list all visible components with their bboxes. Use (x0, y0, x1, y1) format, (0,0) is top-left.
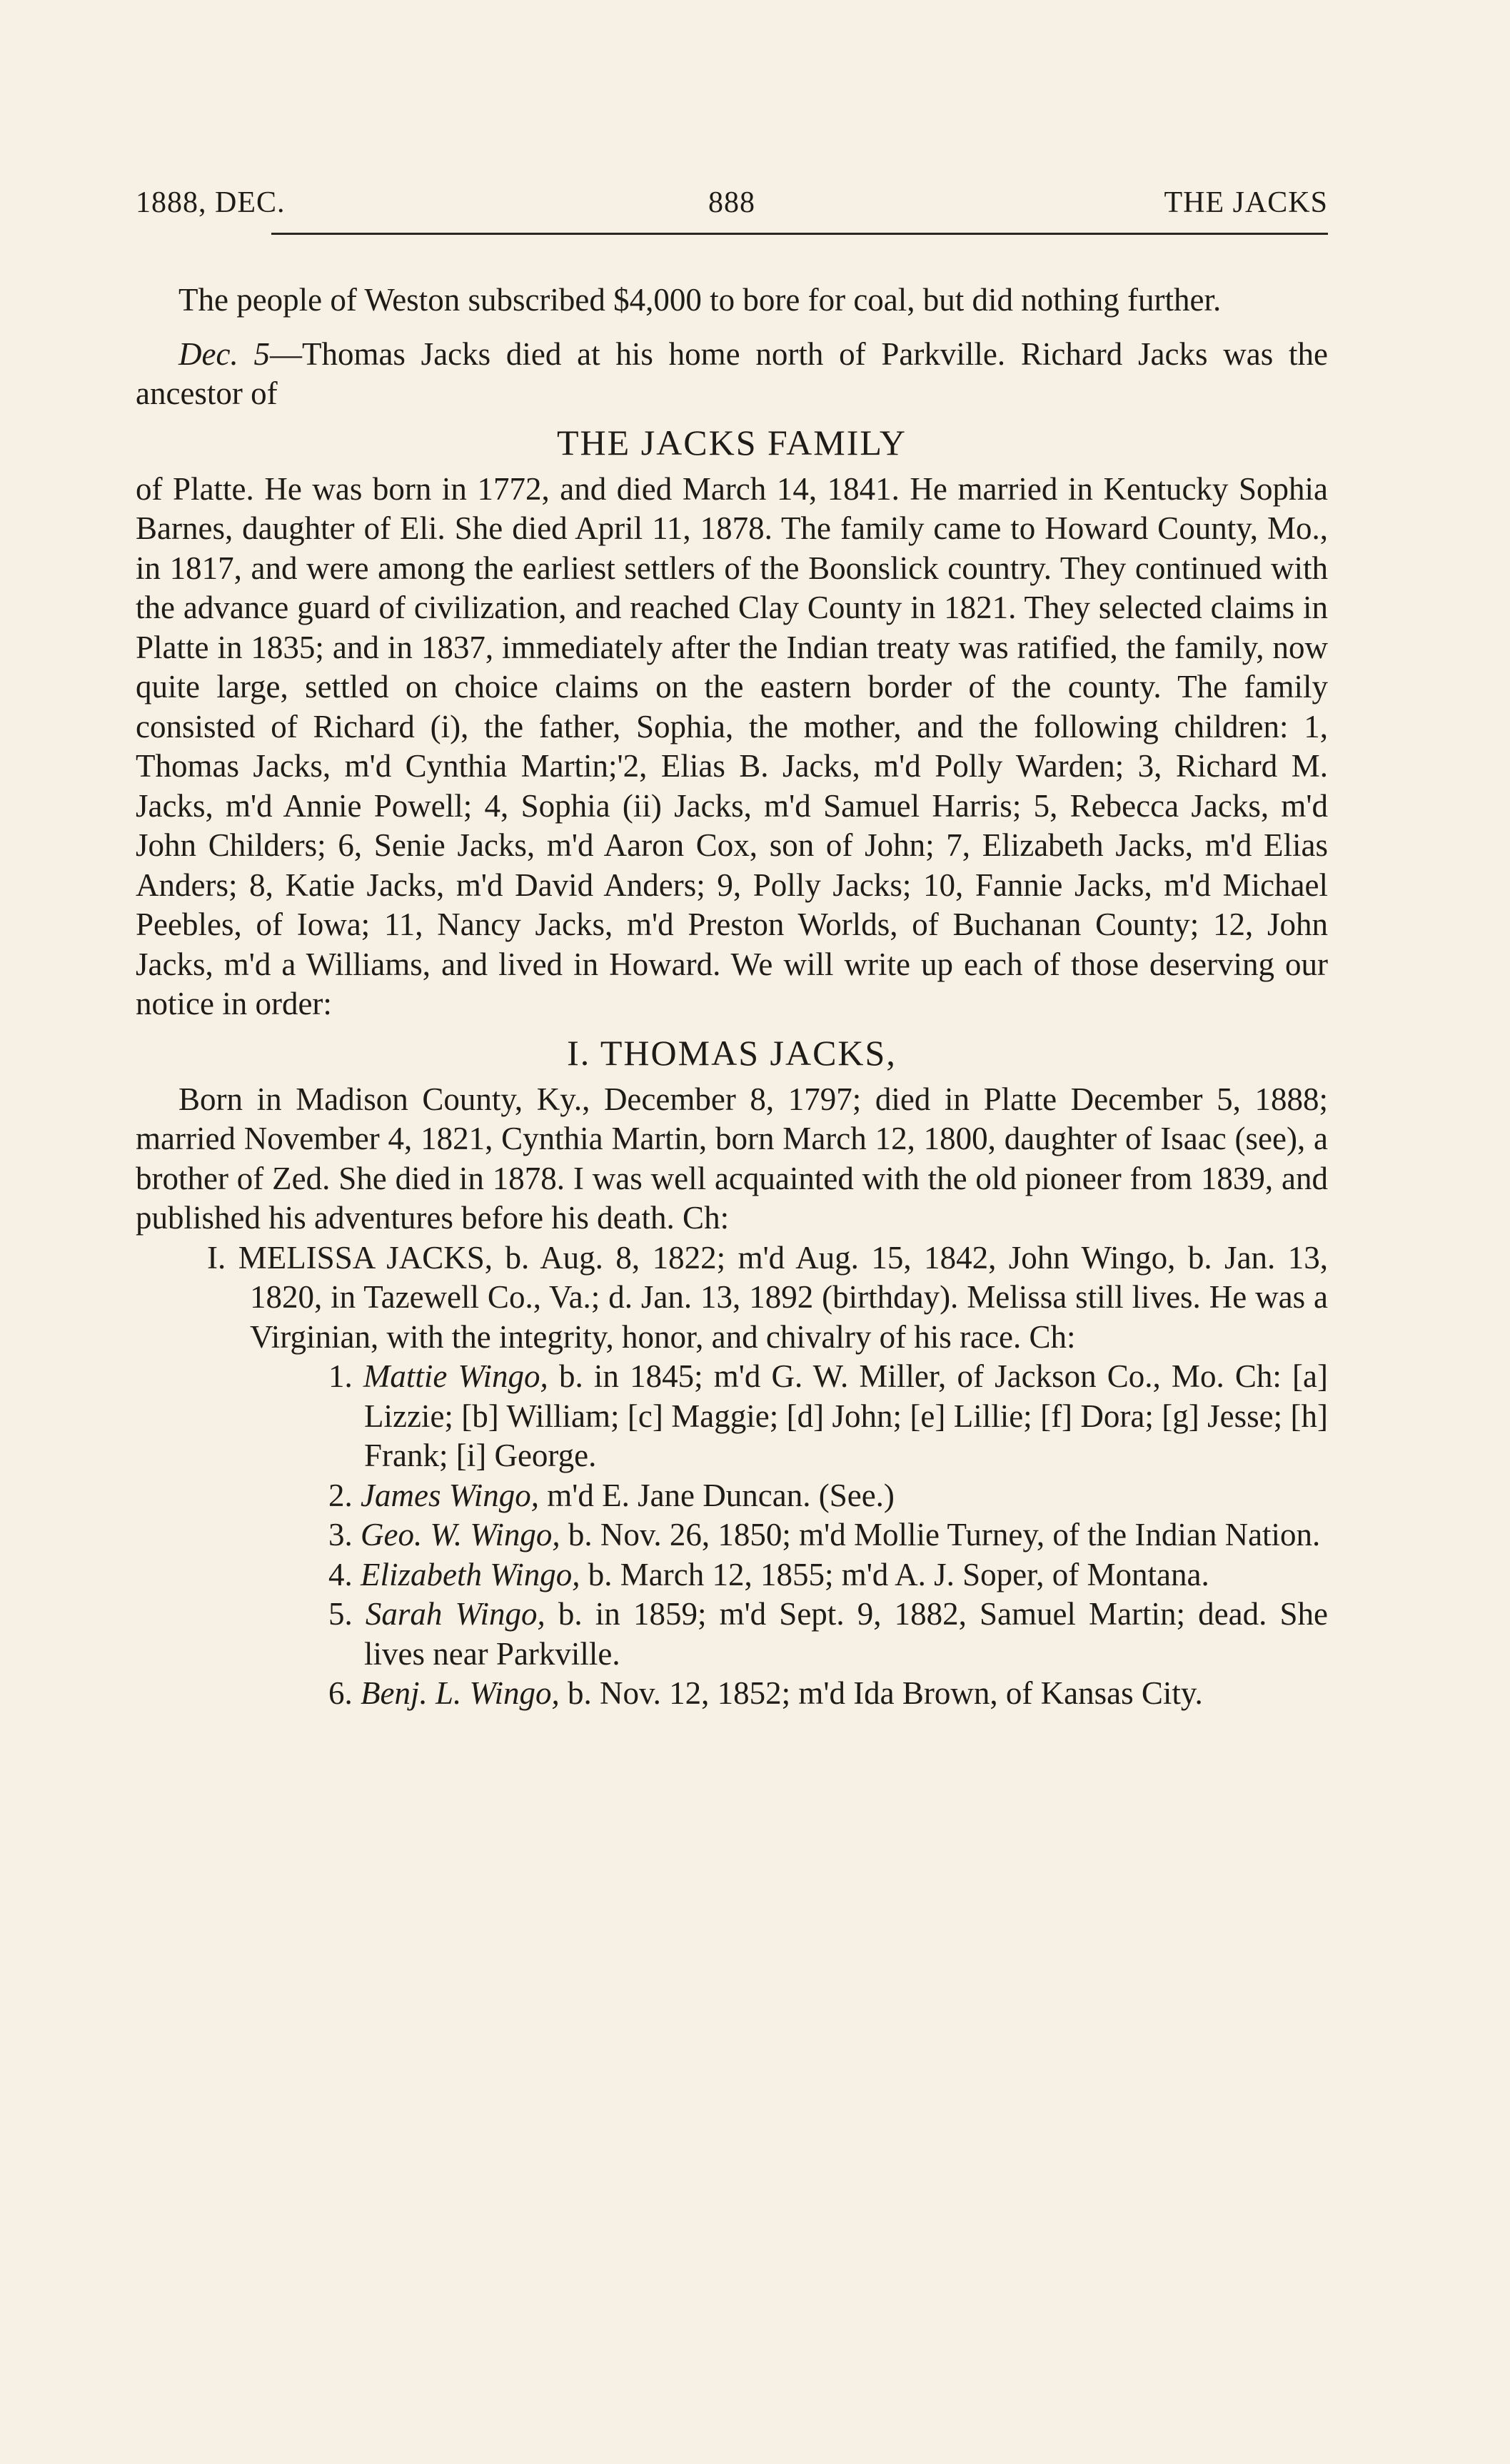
paragraph-family: of Platte. He was born in 1772, and died March 14, 1841. He married in Kentucky Sophia Barnes, daughter of Eli. She died April 11, 1878. The family came to Howard County, Mo., in 1817, and were among the earliest settlers of the Boonslick country. They continued with the advance guard of civilization, and reached Clay County in 1821. They selected claims in Platte in 1835; and in 1837, immediately after the Indian treaty was ratified, the family, now quite large, settled on choice claims on the eastern border of the county. The family consisted of Richard (i), the father, Sophia, the mother, and the following children: 1, Thomas Jacks, m'd Cynthia Martin;'2, Elias B. Jacks, m'd Polly Warden; 3, Richard M. Jacks, m'd Annie Powell; 4, Sophia (ii) Jacks, m'd Samuel Harris; 5, Rebecca Jacks, m'd John Childers; 6, Senie Jacks, m'd Aaron Cox, son of John; 7, Elizabeth Jacks, m'd Elias Anders; 8, Katie Jacks, m'd David Anders; 9, Polly Jacks; 10, Fannie Jacks, m'd Michael Peebles, of Iowa; 11, Nancy Jacks, m'd Preston Worlds, of Buchanan County; 12, John Jacks, m'd a Williams, and lived in Howard. We will write up each of those deserving our notice in order: (136, 470, 1328, 1021)
list-item: 3. Geo. W. Wingo, b. Nov. 26, 1850; m'd Mollie Turney, of the Indian Nation. (328, 1517, 1321, 1552)
children-list (136, 1357, 1328, 1714)
list-item: 5. Sarah Wingo, b. in 1859; m'd Sept. 9, 1882, Samuel Martin; dead. She lives near Parkville. (328, 1596, 1328, 1672)
section-heading-family: THE JACKS FAMILY (557, 422, 907, 463)
list-item: 4. Elizabeth Wingo, b. March 12, 1855; m'd A. J. Soper, of Montana. (328, 1556, 1209, 1592)
list-item: 6. Benj. L. Wingo, b. Nov. 12, 1852; m'd Ida Brown, of Kansas City. (328, 1675, 1203, 1711)
paragraph-weston: The people of Weston subscribed $4,000 to bore for coal, but did nothing further. (178, 282, 1222, 318)
child-name: Mattie Wingo, (363, 1358, 548, 1394)
child-name: Elizabeth Wingo, (361, 1556, 580, 1592)
paragraph-thomas-bio: Born in Madison County, Ky., December 8, 1797; died in Platte December 5, 1888; married November 4, 1821, Cynthia Martin, born March 12, 1800, daughter of Isaac (see), a brother of Zed. She died in 1878. I was well acquainted with the old pioneer from 1839, and published his adventures before his death. Ch: (136, 1081, 1328, 1236)
page-number: 888 (708, 186, 755, 219)
body-text (136, 281, 1328, 1714)
header-date: 1888, DEC. (136, 186, 286, 219)
section-heading-thomas: I. THOMAS JACKS, (567, 1032, 897, 1073)
child-name: James Wingo, (361, 1477, 539, 1513)
death-text: —Thomas Jacks died at his home north of Parkville. Richard Jacks was the ancestor of (136, 335, 1328, 411)
paragraph-melissa: I. MELISSA JACKS, b. Aug. 8, 1822; m'd Aug. 15, 1842, John Wingo, b. Jan. 13, 1820, in Tazewell Co., Va.; d. Jan. 13, 1892 (birthday). Melissa still lives. He was a Virginian, with the integrity, honor, and chivalry of his race. Ch: (207, 1239, 1328, 1355)
child-name: Sarah Wingo, (365, 1596, 545, 1632)
header-title: THE JACKS (1164, 186, 1328, 219)
header-rule (271, 233, 1328, 235)
child-name: Geo. W. Wingo, (361, 1517, 560, 1552)
running-header (136, 186, 1328, 228)
list-item: 2. James Wingo, m'd E. Jane Duncan. (See.) (328, 1477, 895, 1513)
book-page (136, 186, 1328, 1714)
paragraph-thomas-death (136, 335, 1328, 414)
date-label: Dec. 5 (178, 335, 270, 372)
child-name: Benj. L. Wingo, (361, 1675, 560, 1711)
list-item: 1. Mattie Wingo, b. in 1845; m'd G. W. Miller, of Jackson Co., Mo. Ch: [a] Lizzie; [b] William; [c] Maggie; [d] John; [e] Lillie; [f] Dora; [g] Jesse; [h] Frank; [i] George. (328, 1358, 1328, 1473)
